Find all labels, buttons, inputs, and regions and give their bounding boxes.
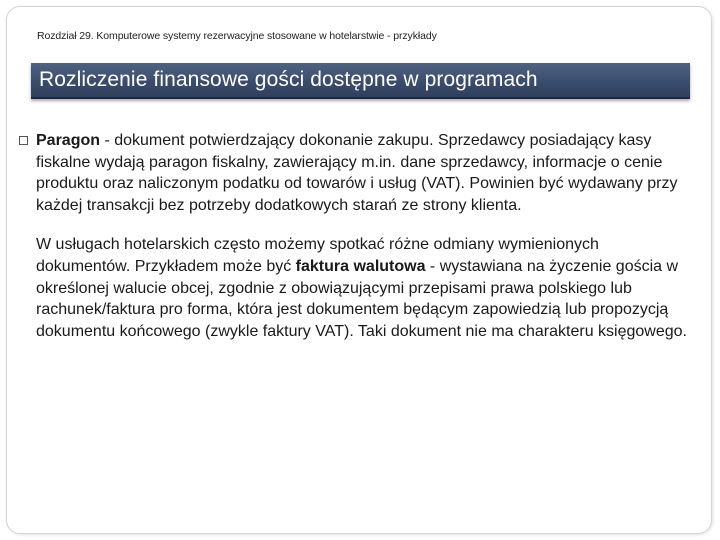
square-bullet-icon xyxy=(19,136,28,145)
title-bar xyxy=(31,63,690,99)
bullet-paragraph xyxy=(18,130,688,216)
paragraph1-text: - dokument potwierdzający dokonanie zakupu. Sprzedawcy posiadający kasy fiskalne wydają paragon fiskalny, zawierający m.in. dane sprzedawcy, informacje o cenie produktu oraz naliczonym podatku od towarów i usług (VAT). Powinien być wydawany przy każdej transakcji bez potrzeby dodatkowych starań ze strony klienta. xyxy=(36,132,678,214)
paragraph2-text-before: W usługach hotelarskich często możemy spotkać różne odmiany wymienionych dokumentów. Przykładem może być xyxy=(36,236,599,275)
chapter-header: Rozdział 29. Komputerowe systemy rezerwacyjne stosowane w hotelarstwie - przykłady xyxy=(37,30,437,42)
paragraph2-text-after: - wystawiana na życzenie gościa w określonej walucie obcej, zgodnie z obowiązującymi przepisami prawa polskiego lub rachunek/faktura pro forma, która jest dokumentem będącym zapowiedzią lub propozycją dokumentu końcowego (zwykle faktury VAT). Taki dokument nie ma charakteru księgowego. xyxy=(36,257,687,340)
slide-title: Rozliczenie finansowe gości dostępne w programach xyxy=(39,68,538,91)
term-faktura-walutowa: faktura walutowa xyxy=(295,257,426,275)
slide-content xyxy=(18,130,688,342)
term-paragon: Paragon xyxy=(36,132,101,149)
body-paragraph xyxy=(36,234,688,342)
